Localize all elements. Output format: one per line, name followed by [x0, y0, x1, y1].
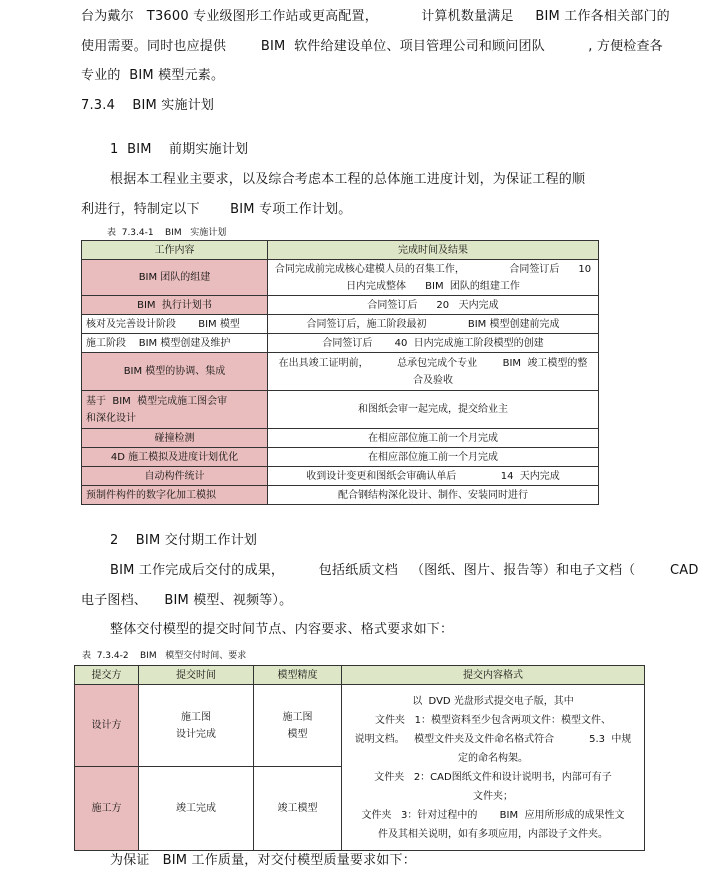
- table-header: 完成时间及结果: [268, 241, 599, 260]
- table-header: 提交内容格式: [342, 666, 645, 685]
- table-cell: 合同签订后 20 天内完成: [268, 296, 599, 315]
- table-cell: 和图纸会审一起完成，提交给业主: [268, 391, 599, 429]
- table-cell: 在相应部位施工前一个月完成: [268, 429, 599, 448]
- paragraph-line: 利进行，特制定以下 BIM 专项工作计划。: [81, 202, 352, 217]
- table-cell: 碰撞检测: [82, 429, 268, 448]
- table-cell: BIM 模型的协调、集成: [82, 353, 268, 391]
- table-cell: 配合钢结构深化设计、制作、安装同时进行: [268, 486, 599, 505]
- table-cell: 施工方: [75, 767, 139, 851]
- table-cell: 以 DVD 光盘形式提交电子版，其中 文件夹 1：模型资料至少包含两项文件：模型文件、 说明文档。 模型文件夹及文件命名格式符合 5.3 中规 定的命名构架。 文件夹 2：CAD图纸文件和设计说明书，内部可有子 文件夹； 文件夹 3：针对过程中的 BIM 应用所形成的成果性文 件及其相关说明，如有多项应用，内部设子文件夹。: [342, 685, 645, 851]
- table-cell: 收到设计变更和图纸会审确认单后 14 天内完成: [268, 467, 599, 486]
- paragraph-line: 为保证 BIM 工作质量，对交付模型质量要求如下：: [110, 853, 416, 868]
- delivery-requirements-table: [74, 665, 645, 851]
- table-cell: 竣工模型: [254, 767, 342, 851]
- table-cell: 4D 施工模拟及进度计划优化: [82, 448, 268, 467]
- table-cell: 施工图 模型: [254, 685, 342, 767]
- table-cell: 施工阶段 BIM 模型创建及维护: [82, 334, 268, 353]
- table-caption: 表 7.3.4-1 BIM 实施计划: [107, 228, 227, 238]
- table-cell: 自动构件统计: [82, 467, 268, 486]
- table-header: 提交方: [75, 666, 139, 685]
- table-header: 工作内容: [82, 241, 268, 260]
- table-cell: 合同签订后，施工阶段最初 BIM 模型创建前完成: [268, 315, 599, 334]
- paragraph-line: 使用需要。同时也应提供 BIM 软件给建设单位、项目管理公司和顾问团队 , 方便检查各: [81, 39, 663, 54]
- paragraph-line: 专业的 BIM 模型元素。: [81, 68, 225, 83]
- table-cell: 在出具竣工证明前， 总承包完成个专业 BIM 竣工模型的整 合及验收: [268, 353, 599, 391]
- paragraph-line: 台为戴尔 T3600 专业级图形工作站或更高配置， 计算机数量满足 BIM 工作各相关部门的: [81, 9, 670, 24]
- paragraph-line: 根据本工程业主要求，以及综合考虑本工程的总体施工进度计划，为保证工程的顺: [110, 172, 586, 187]
- table-cell: 基于 BIM 模型完成施工图会审 和深化设计: [82, 391, 268, 429]
- paragraph-line: 电子图档、 BIM 模型、视频等）。: [81, 593, 293, 608]
- table-cell: 合同签订后 40 日内完成施工阶段模型的创建: [268, 334, 599, 353]
- table-cell: 在相应部位施工前一个月完成: [268, 448, 599, 467]
- table-cell: 核对及完善设计阶段 BIM 模型: [82, 315, 268, 334]
- table-cell: 设计方: [75, 685, 139, 767]
- table-cell: 合同完成前完成核心建模人员的召集工作， 合同签订后 10 日内完成整体 BIM 团队的组建工作: [268, 260, 599, 296]
- implementation-plan-table: [81, 240, 599, 505]
- table-cell: 施工图 设计完成: [139, 685, 254, 767]
- subsection-heading: 2 BIM 交付期工作计划: [110, 533, 258, 548]
- table-header: 提交时间: [139, 666, 254, 685]
- section-heading: 7.3.4 BIM 实施计划: [81, 98, 215, 113]
- table-cell: 预制件构件的数字化加工模拟: [82, 486, 268, 505]
- table-caption: 表 7.3.4-2 BIM 模型交付时间、要求: [82, 651, 247, 661]
- paragraph-line: 整体交付模型的提交时间节点、内容要求、格式要求如下：: [110, 622, 454, 637]
- table-cell: BIM 团队的组建: [82, 260, 268, 296]
- table-header: 模型精度: [254, 666, 342, 685]
- paragraph-line: BIM 工作完成后交付的成果， 包括纸质文档 （图纸、图片、报告等）和电子文档（ CAD: [110, 563, 699, 578]
- subsection-heading: 1 BIM 前期实施计划: [110, 142, 249, 157]
- table-cell: BIM 执行计划书: [82, 296, 268, 315]
- table-cell: 竣工完成: [139, 767, 254, 851]
